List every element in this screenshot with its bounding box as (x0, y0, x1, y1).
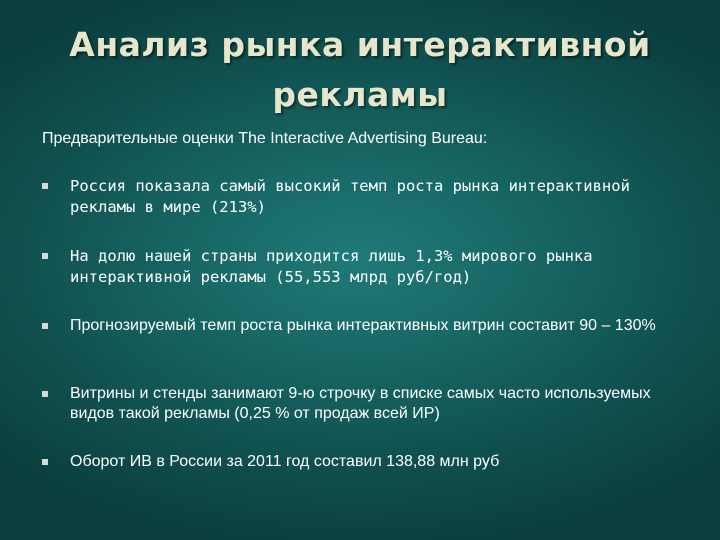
bullet-list (40, 176, 680, 500)
bullet-text: Прогнозируемый темп роста рынка интерактивных витрин составит 90 – 130% (70, 317, 656, 334)
list-item (40, 452, 680, 472)
square-bullet-icon (42, 459, 48, 465)
list-item (40, 316, 680, 356)
list-item (40, 176, 680, 218)
bullet-text: Оборот ИВ в России за 2011 год составил 138,88 млн руб (70, 453, 500, 470)
square-bullet-icon (42, 323, 48, 329)
list-item (40, 246, 680, 288)
square-bullet-icon (42, 391, 48, 397)
list-item (40, 384, 680, 424)
square-bullet-icon (42, 253, 48, 259)
bullet-text: На долю нашей страны приходится лишь 1,3% мирового рынка интерактивной рекламы (55,553 млрд руб/год) (70, 247, 593, 286)
intro-text: Предварительные оценки The Interactive Advertising Bureau: (42, 130, 488, 147)
bullet-text: Россия показала самый высокий темп роста рынка интерактивной рекламы в мире (213%) (70, 177, 630, 216)
bullet-text: Витрины и стенды занимают 9-ю строчку в списке самых часто используемых видов такой рекламы (0,25 % от продаж всей ИР) (70, 385, 651, 422)
slide-title: Анализ рынка интерактивной рекламы (69, 25, 651, 114)
square-bullet-icon (42, 183, 48, 189)
